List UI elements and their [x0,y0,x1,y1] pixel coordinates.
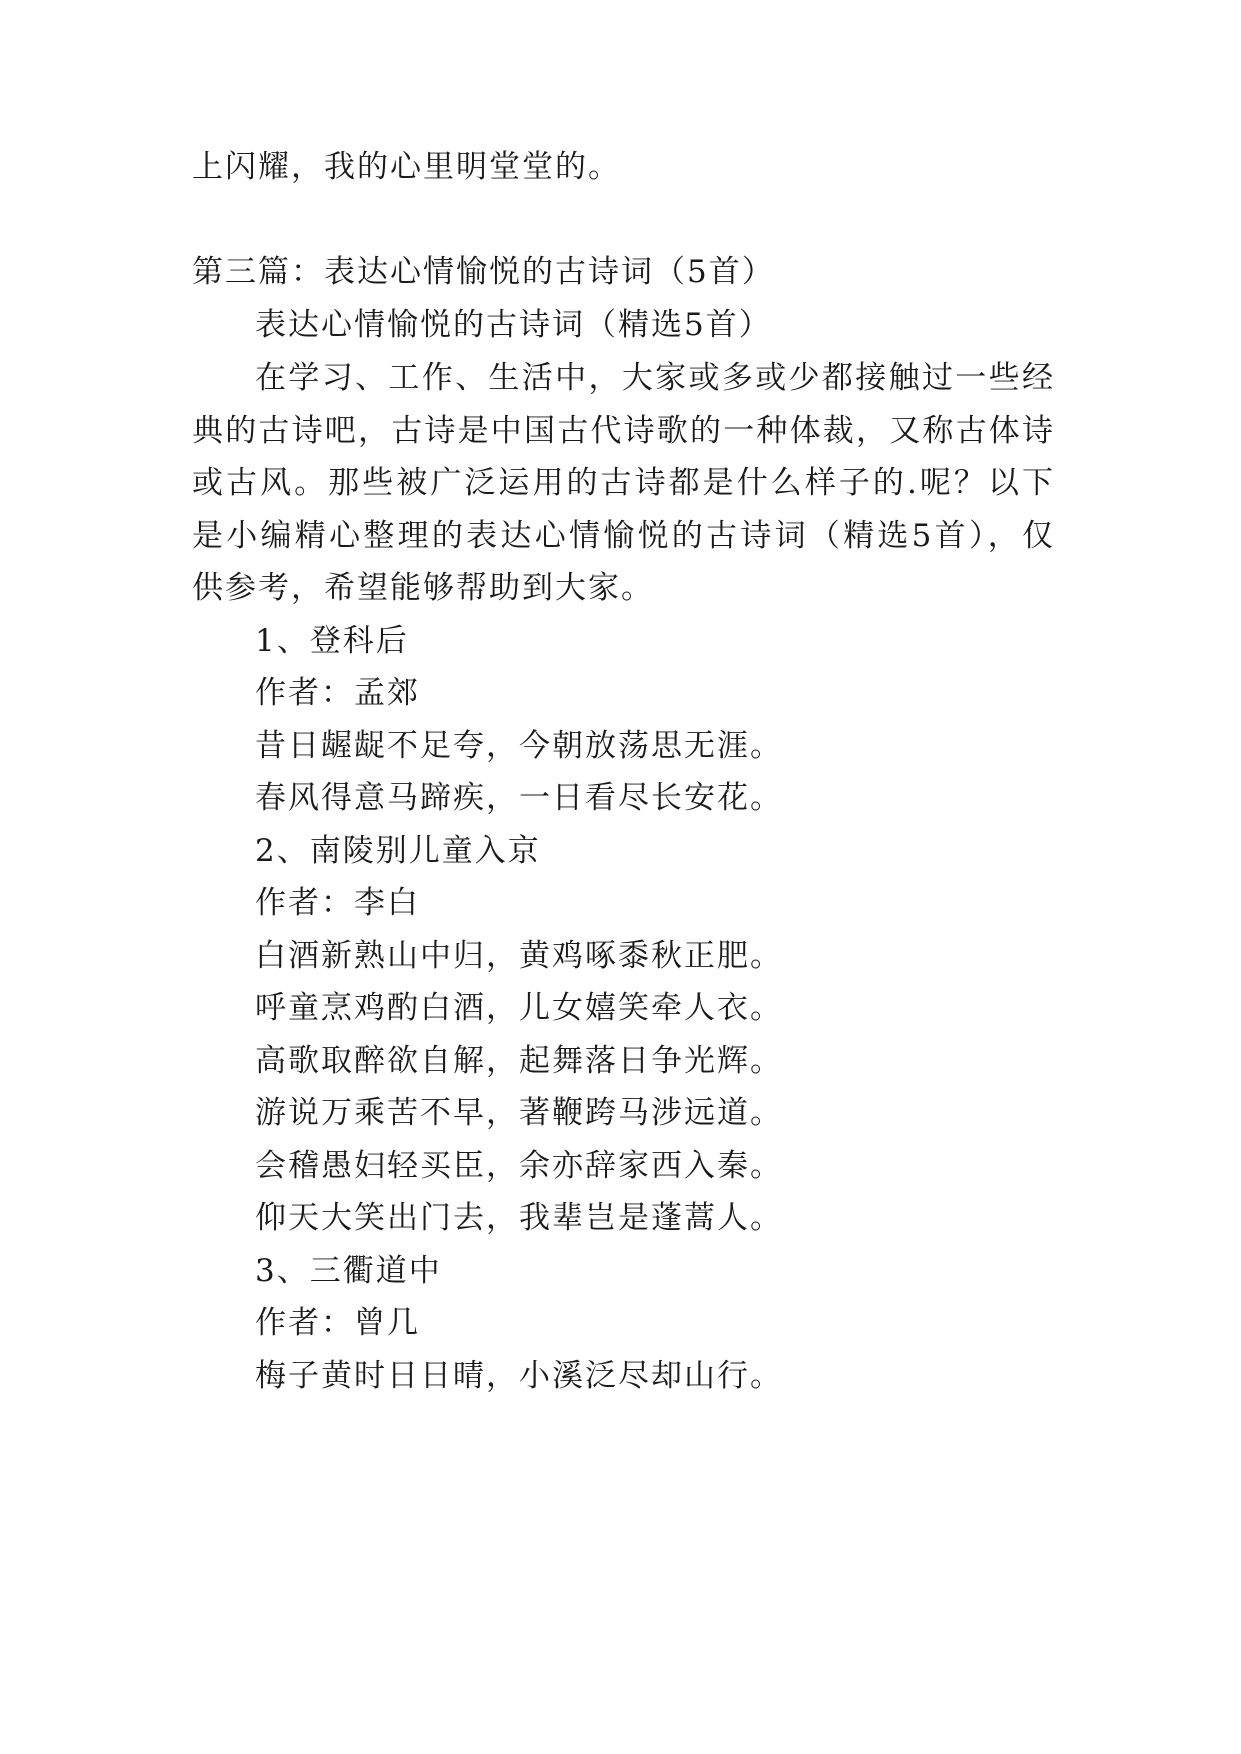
poem-author: 作者：曾几 [255,1305,420,1341]
poem-line: 高歌取醉欲自解，起舞落日争光辉。 [255,1043,783,1079]
poem-line: 白酒新熟山中归，黄鸡啄黍秋正肥。 [255,938,783,974]
poem-line: 昔日龌龊不足夸，今朝放荡思无涯。 [255,728,783,764]
poem-line: 仰天大笑出门去，我辈岂是蓬蒿人。 [255,1200,783,1236]
poem-line: 梅子黄时日日晴，小溪泛尽却山行。 [255,1358,783,1394]
intro-line-3: 或古风。那些被广泛运用的古诗都是什么样子的.呢？以下 [192,465,1055,501]
poem-line: 呼童烹鸡酌白酒，儿女嬉笑牵人衣。 [255,990,783,1026]
intro-line-1: 在学习、工作、生活中，大家或多或少都接触过一些经 [255,360,1055,396]
poem-line: 春风得意马蹄疾，一日看尽长安花。 [255,780,783,816]
intro-line-2: 典的古诗吧，古诗是中国古代诗歌的一种体裁，又称古体诗 [192,413,1055,449]
poem-title: 1、登科后 [255,623,409,659]
poem-author: 作者：孟郊 [255,675,420,711]
poem-line: 游说万乘苦不早，著鞭跨马涉远道。 [255,1095,783,1131]
intro-line-5: 供参考，希望能够帮助到大家。 [192,570,654,606]
section-heading: 第三篇：表达心情愉悦的古诗词（5首） [192,254,775,290]
continuation-line: 上闪耀，我的心里明堂堂的。 [192,149,621,185]
poem-author: 作者：李白 [255,885,420,921]
article-title: 表达心情愉悦的古诗词（精选5首） [255,307,772,343]
intro-line-4: 是小编精心整理的表达心情愉悦的古诗词（精选5首），仅 [192,518,1055,554]
poem-line: 会稽愚妇轻买臣，余亦辞家西入秦。 [255,1148,783,1184]
poem-title: 2、南陵别儿童入京 [255,833,541,869]
poem-title: 3、三衢道中 [255,1253,442,1289]
